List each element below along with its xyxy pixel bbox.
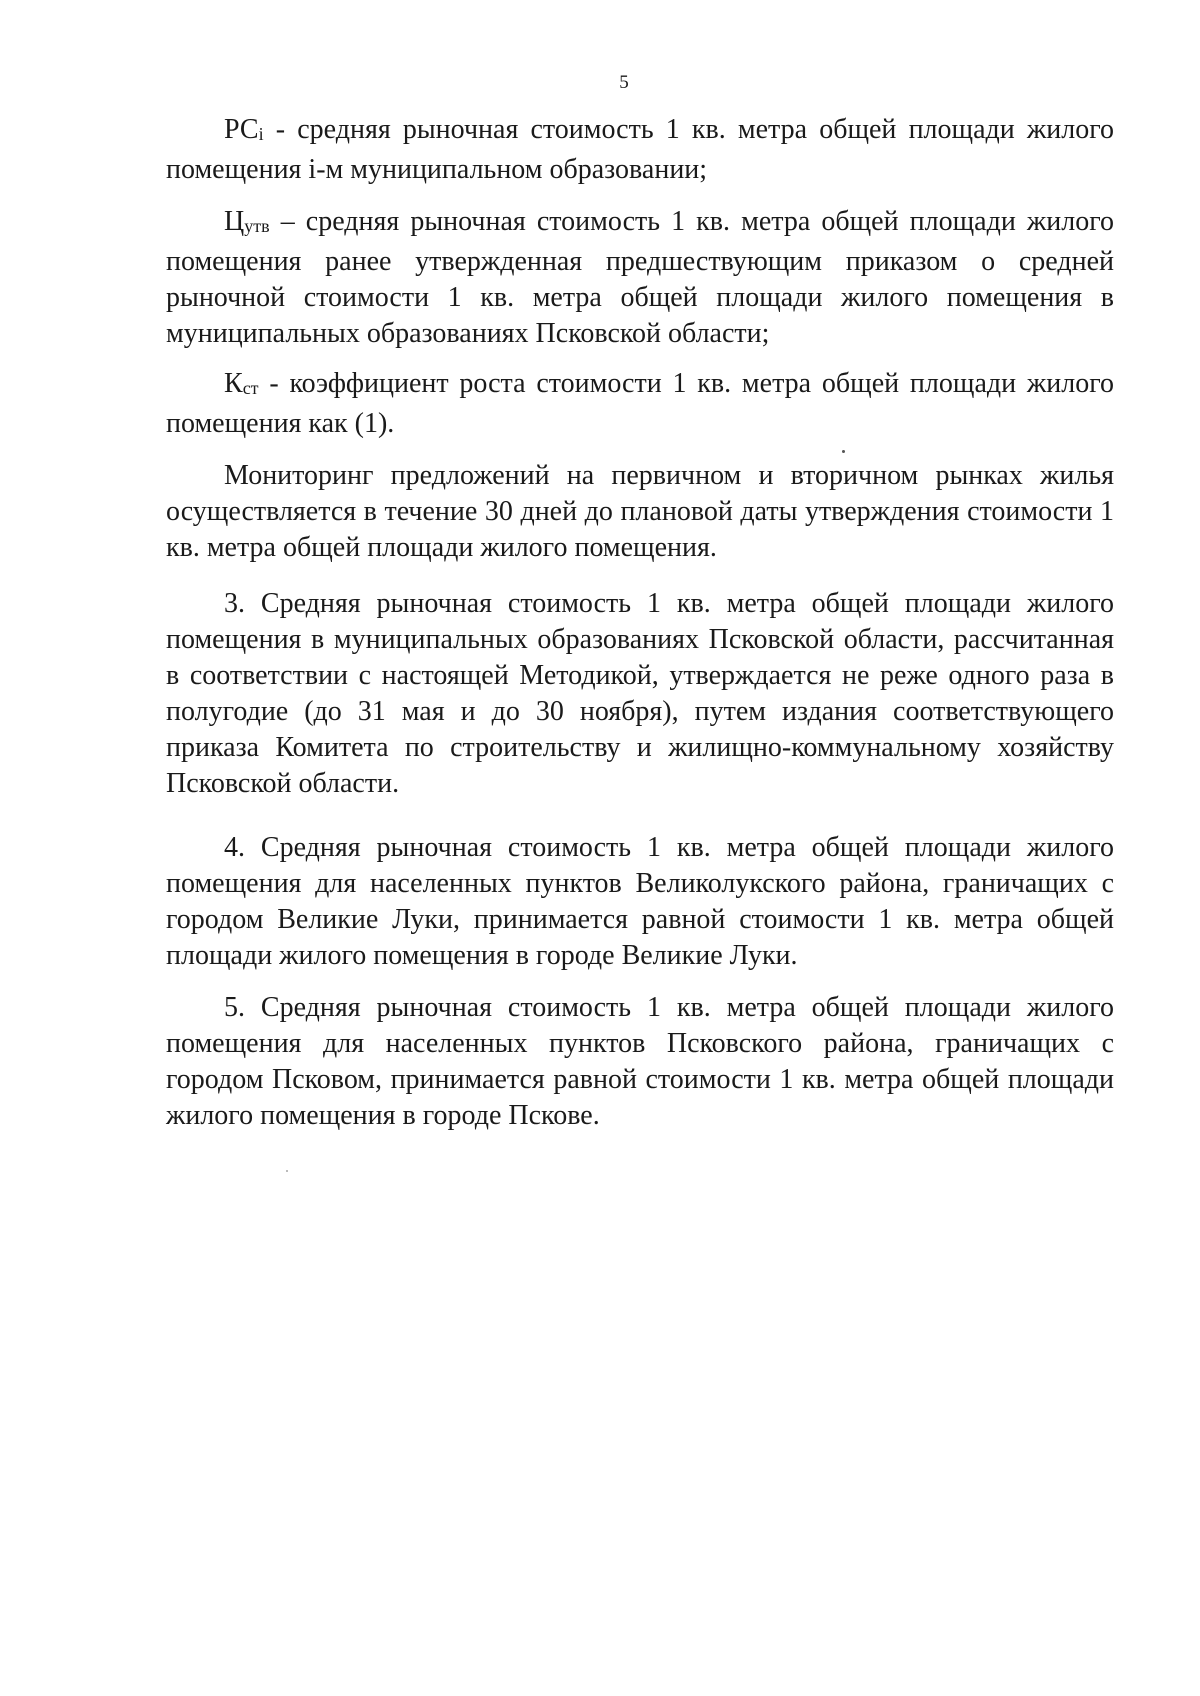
symbol-ts-subscript: утв bbox=[244, 216, 270, 236]
scan-artifact-mark bbox=[286, 1170, 288, 1172]
symbol-ts: Ц bbox=[224, 206, 245, 237]
symbol-k-subscript: ст bbox=[242, 378, 259, 398]
symbol-rc: РС bbox=[224, 114, 259, 145]
page-number: 5 bbox=[619, 72, 629, 93]
definition-tsutv bbox=[166, 204, 1114, 352]
definition-tsutv-text: – средняя рыночная стоимость 1 кв. метра общей площади жилого помещения ранее утвержденная предшествующим приказом о средней рыночной стоимости 1 кв. метра общей площади жилого помещения в муниципальных образованиях Псковской области; bbox=[166, 206, 1114, 349]
paragraph-monitoring: Мониторинг предложений на первичном и вторичном рынках жилья осуществляется в течение 30 дней до плановой даты утверждения стоимости 1 кв. метра общей площади жилого помещения. bbox=[166, 460, 1114, 563]
definition-rc bbox=[166, 112, 1114, 188]
paragraph-4: 4. Средняя рыночная стоимость 1 кв. метра общей площади жилого помещения для населенных пунктов Великолукского района, граничащих с городом Великие Луки, принимается равной стоимости 1 кв. метра общей площади жилого помещения в городе Великие Луки. bbox=[166, 832, 1114, 971]
symbol-rc-subscript: i bbox=[258, 124, 264, 144]
paragraph-3: 3. Средняя рыночная стоимость 1 кв. метра общей площади жилого помещения в муниципальных образованиях Псковской области, рассчитанная в соответствии с настоящей Методикой, утверждается не реже одного раза в полугодие (до 31 мая и до 30 ноября), путем издания соответствующего приказа Комитета по строительству и жилищно-коммунальному хозяйству Псковской области. bbox=[166, 588, 1114, 799]
symbol-k: К bbox=[224, 368, 243, 399]
definition-kst-text: - коэффициент роста стоимости 1 кв. метра общей площади жилого помещения как (1). bbox=[166, 368, 1114, 439]
document-body bbox=[166, 112, 1114, 1150]
scan-artifact-dot bbox=[842, 450, 845, 453]
definition-kst bbox=[166, 366, 1114, 442]
paragraph-5: 5. Средняя рыночная стоимость 1 кв. метра общей площади жилого помещения для населенных пунктов Псковского района, граничащих с городом Псковом, принимается равной стоимости 1 кв. метра общей площади жилого помещения в городе Пскове. bbox=[166, 992, 1114, 1131]
definition-rc-text: - средняя рыночная стоимость 1 кв. метра общей площади жилого помещения i-м муниципальном образовании; bbox=[166, 114, 1114, 185]
